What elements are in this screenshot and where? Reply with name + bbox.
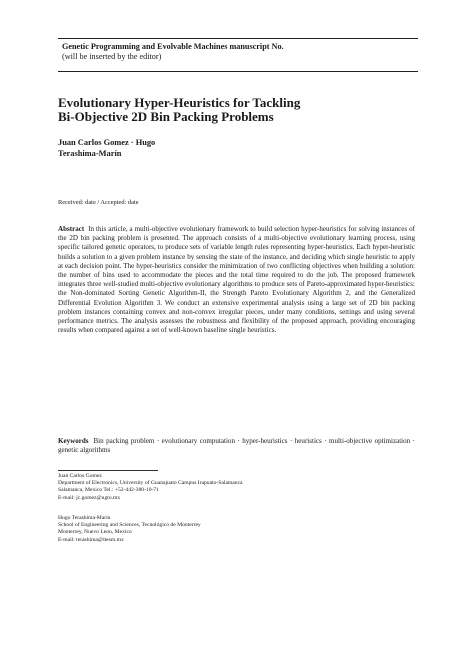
author2-name: Hugo Terashima-Marín [58,515,111,521]
paper-title-line1: Evolutionary Hyper-Heuristics for Tackling [58,95,301,110]
author2-affiliation [58,515,201,544]
author1-email: E-mail: jc.gomez@ugto.mx [58,494,121,501]
author-list-line2: Terashima-Marín [58,149,122,158]
footnote-divider [58,470,158,471]
journal-header-note: (will be inserted by the editor) [62,52,162,61]
author1-affiliation [58,473,243,502]
paper-title [58,96,300,124]
author-list-line1: Juan Carlos Gomez · Hugo [58,138,156,147]
author2-city: Monterrey, Nuevo Leon, Mexico [58,529,132,536]
keywords [58,437,415,455]
author1-city-tel: Salamanca, Mexico Tel.: +52-442-380-10-71 [58,487,159,494]
abstract-label: Abstract [58,225,85,233]
author1-name: Juan Carlos Gomez [58,473,102,479]
abstract-text: In this article, a multi-objective evolutionary framework to build selection hyper-heuristics for solving instances of the 2D bin packing problem is presented. The approach consists of a multi-objective evolutionary learning process, using specific tailored genetic operators, to produce sets of variable length rules representing hyper-heuristics. Each hyper-heuristic builds a solution to a given problem instance by sensing the state of the instance, and deciding which single heuristic to apply at each decision point. The hyper-heuristics consider the minimization of two conflicting objectives when building a solution: the number of bins used to accommodate the pieces and the total time required to do the job. The proposed framework integrates three well-studied multi-objective evolutionary algorithms to produce sets of Pareto-approximated hyper-heuristics: the Non-dominated Sorting Genetic Algorithm-II, the Strength Pareto Evolutionary Algorithm 2, and the Generalized Differential Evolution Algorithm 3. We conduct an extensive experimental analysis using a large set of 2D bin packing problem instances containing convex and non-convex irregular pieces, under many conditions, settings and using several performance metrics. The analysis assesses the robustness and flexibility of the proposed approach, providing encouraging results when compared against a set of well-known baseline single heuristics. [58,225,415,335]
author1-department: Department of Electronics, University of Guanajuato Campus Irapuato-Salamanca [58,480,243,487]
paper-title-line2: Bi-Objective 2D Bin Packing Problems [58,109,274,124]
author2-school: School of Engineering and Sciences, Tecnológico de Monterrey [58,522,201,529]
received-date: Received: date / Accepted: date [58,199,139,206]
keywords-label: Keywords [58,437,89,445]
author2-email: E-mail: terashima@itesm.mx [58,536,124,543]
keywords-text: Bin packing problem · evolutionary computation · hyper-heuristics · heuristics · multi-objective optimization · genetic algorithms [58,437,416,455]
journal-header-title: Genetic Programming and Evolvable Machines manuscript No. [62,42,284,51]
author-list [58,137,155,159]
abstract [58,225,415,335]
